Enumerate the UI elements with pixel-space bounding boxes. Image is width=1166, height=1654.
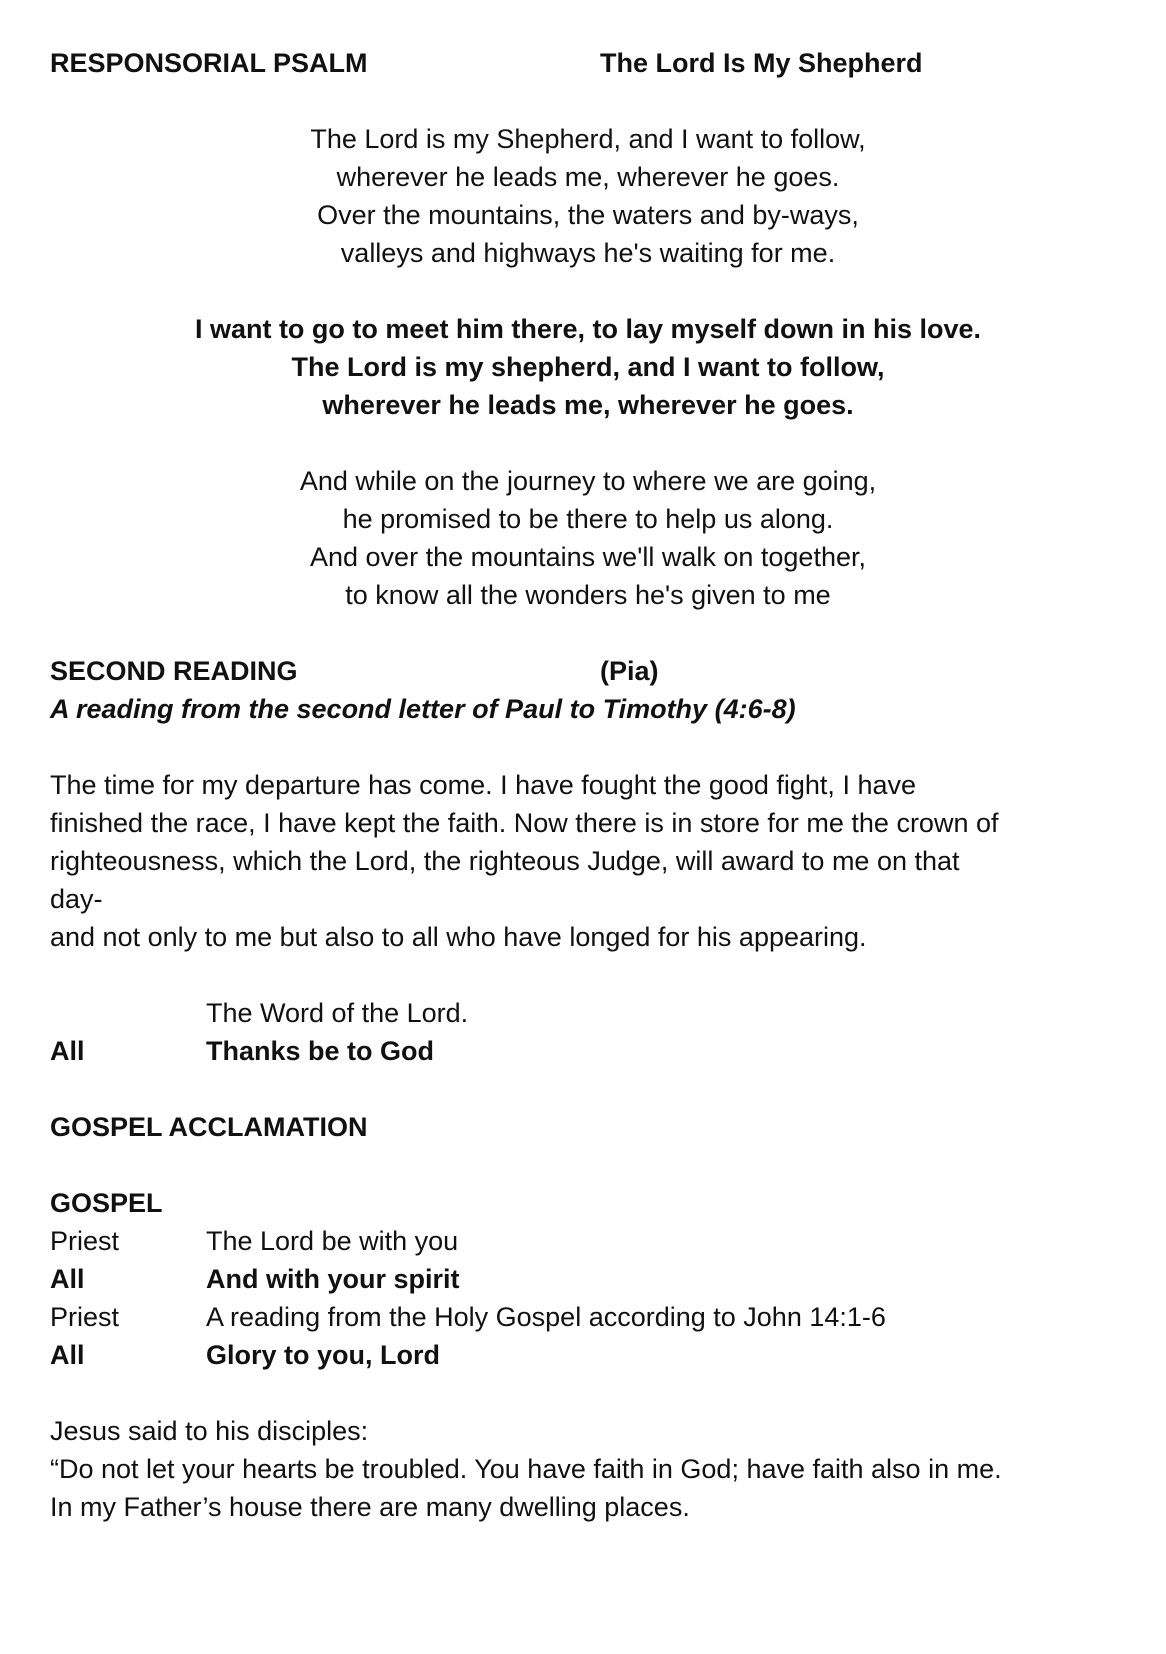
- dialogue-role: All: [50, 1264, 85, 1294]
- dialogue-text: Glory to you, Lord: [206, 1340, 440, 1370]
- second-reading-label: SECOND READING: [50, 656, 298, 686]
- verse-line: wherever he leads me, wherever he goes.: [336, 162, 840, 192]
- verse-line: And while on the journey to where we are going,: [299, 466, 877, 496]
- dialogue-text: And with your spirit: [206, 1264, 460, 1294]
- psalm-title: The Lord Is My Shepherd: [600, 48, 923, 78]
- dialogue-role: Priest: [50, 1226, 120, 1256]
- verse-line: to know all the wonders he's given to me: [345, 580, 831, 610]
- gospel-dialogue: [50, 1222, 1126, 1374]
- second-reading-header: [50, 652, 1126, 690]
- response-text: Thanks be to God: [206, 1036, 435, 1066]
- gospel-acclamation-heading: GOSPEL ACCLAMATION: [50, 1112, 368, 1142]
- dialogue-row: [50, 1336, 1126, 1374]
- dialogue-row: [50, 1260, 1126, 1298]
- reading-line: finished the race, I have kept the faith. Now there is in store for me the crown of: [50, 808, 999, 838]
- reading-line: righteousness, which the Lord, the righteous Judge, will award to me on that: [50, 846, 960, 876]
- second-reading-subtitle: A reading from the second letter of Paul to Timothy (4:6-8): [50, 694, 796, 724]
- response-text: The Word of the Lord.: [206, 998, 469, 1028]
- second-reading-response: [50, 994, 1126, 1070]
- refrain-line: I want to go to meet him there, to lay myself down in his love.: [194, 314, 982, 344]
- reading-line: and not only to me but also to all who have longed for his appearing.: [50, 922, 867, 952]
- response-row: [50, 1032, 1126, 1070]
- reading-line: The time for my departure has come. I have fought the good fight, I have: [50, 770, 916, 800]
- verse-line: The Lord is my Shepherd, and I want to follow,: [310, 124, 866, 154]
- reading-line: day-: [50, 884, 103, 914]
- dialogue-role: All: [50, 1340, 85, 1370]
- psalm-verse-1: [50, 120, 1126, 272]
- verse-line: And over the mountains we'll walk on together,: [310, 542, 866, 572]
- gospel-line: Jesus said to his disciples:: [50, 1416, 369, 1446]
- dialogue-row: [50, 1222, 1126, 1260]
- second-reading-reader: (Pia): [600, 656, 659, 686]
- verse-line: Over the mountains, the waters and by-ways,: [317, 200, 859, 230]
- verse-line: valleys and highways he's waiting for me.: [340, 238, 836, 268]
- dialogue-text: A reading from the Holy Gospel according to John 14:1-6: [206, 1302, 886, 1332]
- refrain-line: The Lord is my shepherd, and I want to follow,: [291, 352, 885, 382]
- gospel-heading: GOSPEL: [50, 1188, 163, 1218]
- refrain-line: wherever he leads me, wherever he goes.: [322, 390, 854, 420]
- dialogue-row: [50, 1298, 1126, 1336]
- psalm-refrain: [50, 310, 1126, 424]
- second-reading-text: [50, 766, 1140, 956]
- gospel-text: [50, 1412, 1126, 1526]
- gospel-line: In my Father’s house there are many dwelling places.: [50, 1492, 690, 1522]
- response-role: All: [50, 1036, 85, 1066]
- dialogue-role: Priest: [50, 1302, 120, 1332]
- dialogue-text: The Lord be with you: [206, 1226, 459, 1256]
- response-role: [50, 994, 206, 1032]
- gospel-line: “Do not let your hearts be troubled. You have faith in God; have faith also in me.: [50, 1454, 1002, 1484]
- response-row: [50, 994, 1126, 1032]
- psalm-label: RESPONSORIAL PSALM: [50, 48, 368, 78]
- verse-line: he promised to be there to help us along.: [342, 504, 834, 534]
- psalm-header: [50, 44, 1126, 82]
- psalm-verse-2: [50, 462, 1126, 614]
